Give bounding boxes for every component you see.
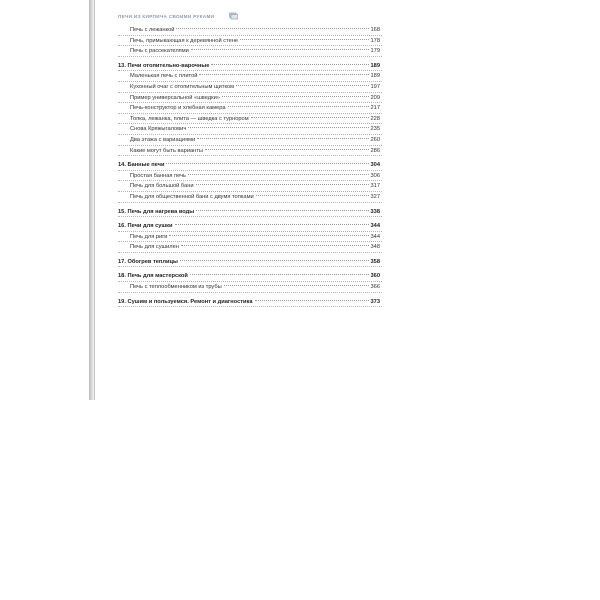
- toc-entry-row: [118, 232, 380, 243]
- dot-leader: [251, 117, 369, 118]
- running-head-title: ПЕЧИ ИЗ КИРПИЧА СВОИМИ РУКАМИ: [118, 14, 215, 19]
- toc-entry-title: Простая банная печь: [130, 172, 186, 179]
- toc-entry-title: 17. Обогрев теплицы: [118, 258, 178, 265]
- toc-chapter-row: [118, 271, 380, 282]
- toc-page-number: 197: [370, 83, 380, 90]
- toc-page-number: 338: [370, 208, 380, 215]
- dot-leader: [199, 74, 368, 75]
- toc-entry-title: Какие могут быть варианты: [130, 147, 204, 154]
- toc-entry-row: [118, 282, 380, 293]
- toc-page-number: 168: [370, 27, 380, 33]
- toc-chapter-row: [118, 207, 380, 218]
- toc-page-number: 286: [370, 147, 380, 154]
- row-underline: [118, 155, 382, 156]
- book-icon: [229, 12, 238, 20]
- toc-chapter-row: [118, 160, 380, 171]
- toc-page-number: 189: [370, 62, 380, 69]
- toc-entry-title: Два этажа с вариациями: [130, 136, 196, 143]
- toc-entry-row: [118, 171, 380, 182]
- dot-leader: [176, 28, 368, 29]
- row-underline: [118, 202, 382, 203]
- dot-leader: [188, 174, 369, 175]
- row-underline: [118, 306, 382, 307]
- dot-leader: [191, 49, 369, 50]
- toc-chapter-row: [118, 61, 380, 72]
- toc-entry-title: Печь с лежанкой: [130, 27, 175, 33]
- dot-leader: [175, 224, 369, 225]
- toc-entry-title: Печь, примыкающая к деревянной стене: [130, 37, 239, 44]
- toc-page-number: 209: [370, 94, 380, 101]
- toc-entry-title: Пример универсальной «шведки»: [130, 94, 220, 101]
- table-of-contents: [118, 25, 380, 307]
- toc-entry-title: Топка, лежанка, плита — шведка с турнором: [130, 115, 249, 122]
- toc-entry-title: 15. Печь для нагрева воды: [118, 208, 195, 215]
- toc-entry-title: Кухонный очаг с отопительным щитком: [130, 83, 235, 90]
- toc-chapter-row: [118, 297, 380, 308]
- toc-entry-row: [118, 46, 380, 57]
- book-spine-edge: [94, 0, 95, 400]
- dot-leader: [197, 138, 368, 139]
- toc-entry-row: [118, 135, 380, 146]
- row-underline: [118, 216, 382, 217]
- dot-leader: [211, 64, 368, 65]
- toc-entry-row: [118, 36, 380, 47]
- toc-page-number: 373: [370, 298, 380, 305]
- toc-entry-row: [118, 124, 380, 135]
- dot-leader: [255, 300, 369, 301]
- toc-page-number: 344: [370, 233, 380, 240]
- toc-entry-title: Снова Кряжыгалович: [130, 126, 187, 133]
- toc-entry-row: [118, 71, 380, 82]
- toc-page-number: 344: [370, 223, 380, 230]
- toc-page-number: 348: [370, 244, 380, 251]
- toc-page-number: 306: [370, 172, 380, 179]
- toc-entry-title: Печь для риги: [130, 233, 168, 240]
- toc-entry-row: [118, 181, 380, 192]
- toc-entry-row: [118, 114, 380, 125]
- dot-leader: [236, 85, 368, 86]
- toc-entry-title: 16. Печи для сушки: [118, 223, 173, 230]
- dot-leader: [166, 163, 368, 164]
- row-underline: [118, 252, 382, 253]
- dot-leader: [205, 149, 368, 150]
- toc-entry-row: [118, 25, 380, 36]
- toc-entry-row: [118, 103, 380, 114]
- toc-page-number: 304: [370, 162, 380, 169]
- toc-entry-row: [118, 192, 380, 203]
- dot-leader: [240, 39, 368, 40]
- toc-entry-title: 18. Печь для мастерской: [118, 273, 188, 280]
- dot-leader: [169, 235, 368, 236]
- toc-entry-title: Печь-конструктор и хлебная камера: [130, 105, 226, 112]
- toc-chapter-row: [118, 257, 380, 268]
- toc-page-number: 366: [370, 284, 380, 291]
- toc-entry-title: Печь для сушилен: [130, 244, 179, 251]
- toc-entry-title: Печь для общественной бани с двумя топками: [130, 193, 254, 200]
- toc-page-number: 327: [370, 193, 380, 200]
- row-underline: [118, 292, 382, 293]
- dot-leader: [196, 184, 369, 185]
- toc-entry-title: Маленькая печь с плитой: [130, 73, 198, 80]
- toc-entry-row: [118, 93, 380, 104]
- toc-page-number: 228: [370, 115, 380, 122]
- dot-leader: [228, 106, 369, 107]
- dot-leader: [222, 96, 369, 97]
- toc-entry-title: Печь для большой бани: [130, 183, 194, 190]
- toc-page-number: 260: [370, 136, 380, 143]
- dot-leader: [256, 195, 369, 196]
- dot-leader: [181, 245, 369, 246]
- toc-entry-row: [118, 82, 380, 93]
- toc-page-number: 179: [370, 48, 380, 55]
- toc-page-number: 358: [370, 258, 380, 265]
- toc-entry-title: 14. Банные печи: [118, 162, 165, 169]
- dot-leader: [196, 210, 368, 211]
- toc-page-number: 360: [370, 273, 380, 280]
- toc-entry-title: 19. Сушим и пользуемся. Ремонт и диагностика: [118, 298, 253, 305]
- row-underline: [118, 266, 382, 267]
- row-underline: [118, 56, 382, 57]
- toc-entry-title: Печь с теплообменником из трубы: [130, 284, 222, 291]
- dot-leader: [190, 274, 369, 275]
- toc-page-number: 189: [370, 73, 380, 80]
- dot-leader: [180, 260, 369, 261]
- toc-page-number: 217: [370, 105, 380, 112]
- dot-leader: [224, 285, 369, 286]
- toc-entry-row: [118, 146, 380, 157]
- toc-entry-title: Печь с рассекателями: [130, 48, 189, 55]
- toc-entry-title: 13. Печи отопительно-варочные: [118, 62, 210, 69]
- toc-entry-row: [118, 242, 380, 253]
- toc-page-number: 178: [370, 37, 380, 44]
- dot-leader: [188, 127, 368, 128]
- toc-page-number: 317: [370, 183, 380, 190]
- toc-chapter-row: [118, 221, 380, 232]
- toc-page-number: 235: [370, 126, 380, 133]
